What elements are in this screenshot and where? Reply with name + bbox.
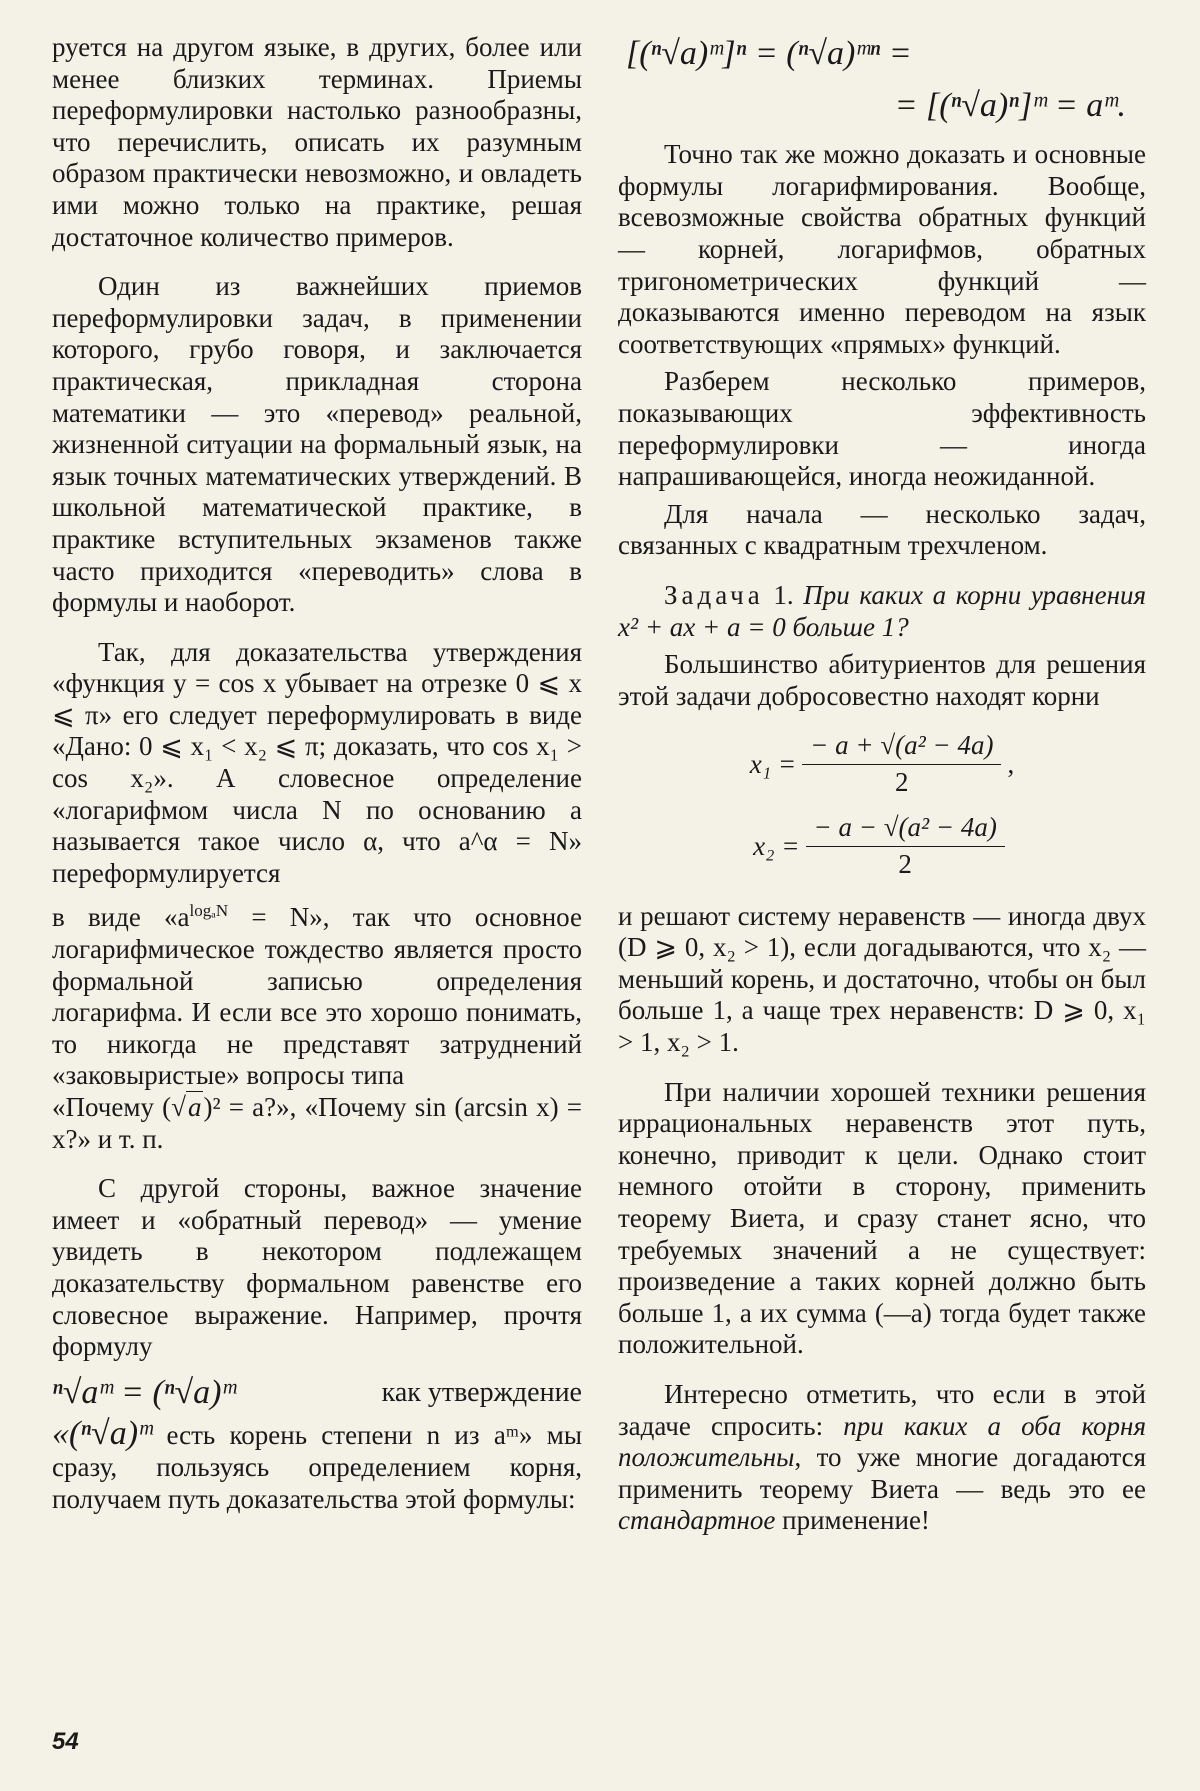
text: Интересно отметить, что если в этой задаче спросить: <box>618 1378 1146 1441</box>
text: «Почему ( <box>52 1092 172 1122</box>
text: есть корень степени n из aᵐ» мы сразу, пользуясь определением корня, получаем путь доказательства этой формулы: <box>52 1420 582 1514</box>
paragraph <box>52 1092 582 1155</box>
display-formula <box>618 35 1146 124</box>
paragraph: и решают систему неравенств — иногда двух (D ⩾ 0, x₂ > 1), если догадываются, что x₂ — меньший корень, и достаточно, чтобы он был больше 1, а чаще трех неравенств: D ⩾ 0, x₁ > 1, x₂ > 1. <box>618 900 1146 1058</box>
denominator: 2 <box>898 849 912 880</box>
paragraph: С другой стороны, важное значение имеет и «обратный перевод» — умение увидеть в некотором подлежащем доказательству формальном равенстве его словесное выражение. Например, прочтя формулу <box>52 1173 582 1362</box>
root-formula-x1: x₁ = $\frac{\text{− a + √(a² − 4a)}}{2}$ , <box>749 730 1015 797</box>
task-number: 1. <box>773 579 794 610</box>
formula-label: x₂ = <box>753 830 800 861</box>
formula: = [(ⁿ√a)ⁿ]ᵐ = aᵐ. <box>894 86 1126 124</box>
denominator: 2 <box>895 766 909 797</box>
paragraph: Большинство абитуриентов для решения этой задачи добросовестно находят корни <box>618 649 1146 711</box>
left-column <box>52 32 582 1515</box>
formula: ⁿ√aᵐ = (ⁿ√a)ᵐ <box>52 1373 236 1411</box>
root-formula-x2 <box>618 812 1146 880</box>
log-exponent: logₐN <box>189 901 229 921</box>
paragraph: руется на другом языке, в других, более или менее близких терминах. Приемы переформулировки настолько разнообразны, что перечислить, описать их разумным образом практически невозможно, и овладеть ими можно только на практике, решая достаточное количество примеров. <box>52 32 582 252</box>
italic-text: при каких a оба корня положительны <box>618 1410 1147 1473</box>
radicand: a <box>187 1092 202 1122</box>
fraction <box>806 812 1005 880</box>
paragraph: Один из важнейших приемов переформулировки задач, в применении которого, грубо говоря, и заключается практическая, прикладная сторона математики — это «перевод» реальной, жизненной ситуации на формальный язык, на язык точных математических утверждений. В школьной математической практике, в практике вступительных экзаменов также часто приходится «переводить» слова в формулы и наоборот. <box>52 271 582 618</box>
sqrt-icon: √ <box>171 1092 186 1122</box>
italic-text: стандартное <box>618 1505 776 1536</box>
formula: [(ⁿ√a)ᵐ]ⁿ = (ⁿ√a)ᵐⁿ = <box>626 35 912 72</box>
fraction <box>802 730 1001 798</box>
text: , то уже многие догадаются применить теорему Виета — ведь это ее <box>618 1442 1146 1504</box>
paragraph: При наличии хорошей техники решения иррациональных неравенств этот путь, конечно, приводит к цели. Однако стоит немного отойти в сторону, применить теорему Виета, и сразу станет ясно, что требуемых значений a не существует: произведение a таких корней должно быть больше 1, а их сумма (—a) тогда будет также положительной. <box>618 1076 1146 1360</box>
paragraph: Разберем несколько примеров, показывающих эффективность переформулировки — иногда напрашивающейся, иногда неожиданной. <box>618 366 1146 492</box>
numerator: − a + √(a² − 4a) <box>802 730 1001 765</box>
page-number: 54 <box>52 1728 79 1755</box>
text: применение! <box>775 1505 930 1536</box>
paragraph <box>52 1415 582 1515</box>
right-column <box>618 32 1146 1537</box>
text: = N», так что основное логарифмическое тождество является просто формальной записью определения логарифма. И если все это хорошо понимать, то никогда не представят затруднений «заковыристые» вопросы типа <box>52 902 582 1091</box>
formula: «(ⁿ√a)ᵐ <box>52 1415 153 1453</box>
paragraph: Точно так же можно доказать и основные формулы логарифмирования. Вообще, всевозможные свойства обратных функций — корней, логарифмов, обратных тригонометрических функций — доказываются именно переводом на язык соответствующих «прямых» функций. <box>618 139 1146 359</box>
text: как утверждение <box>381 1376 582 1408</box>
formula-line <box>52 1373 582 1411</box>
text: )² = a?», «Почему sin (arcsin x) = x?» и т. п. <box>52 1092 582 1154</box>
paragraph: Так, для доказательства утверждения «функция y = cos x убывает на отрезке 0 ⩽ x ⩽ π» его следует переформулировать в виде «Дано: 0 ⩽ x₁ < x₂ ⩽ π; доказать, что cos x₁ > cos x₂». А словесное определение «логарифмом числа N по основанию a называется такое число α, что a^α = N» переформулируется <box>52 636 582 888</box>
task-text: При каких a корни уравнения x² + ax + a = 0 больше 1? <box>618 579 1147 642</box>
text: в виде «a <box>52 902 190 933</box>
formula-label: x₁ = <box>749 748 797 779</box>
numerator: − a − √(a² − 4a) <box>806 812 1005 847</box>
task-label: Задача <box>664 579 764 610</box>
paragraph <box>52 895 582 1092</box>
paragraph <box>618 1379 1146 1537</box>
task-statement <box>618 580 1146 643</box>
paragraph: Для начала — несколько задач, связанных с квадратным трехчленом. <box>618 498 1146 561</box>
